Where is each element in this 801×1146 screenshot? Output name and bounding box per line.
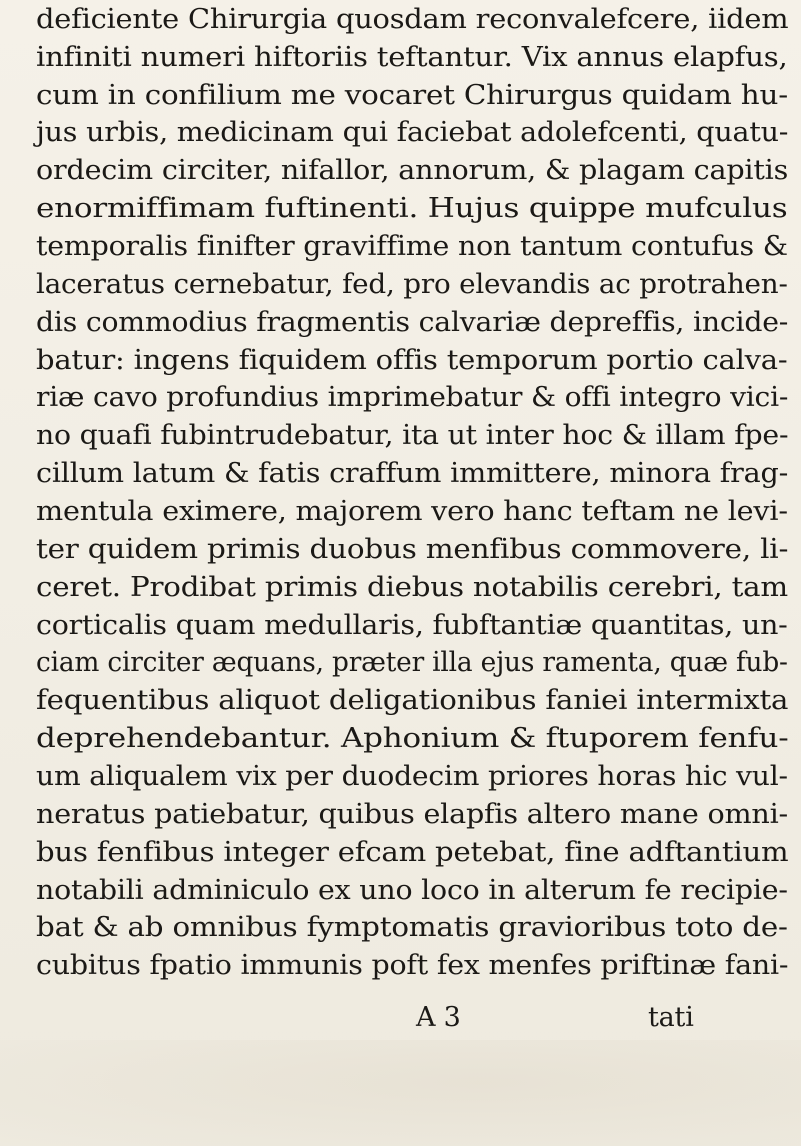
- text-line-18: ciam circiter æquans, præter illa ejus ramenta, quæ fub-: [36, 646, 788, 678]
- text-line-24: notabili adminiculo ex uno loco in alterum fe recipie-: [36, 874, 788, 906]
- text-line-17: corticalis quam medullaris, fubftantiæ quantitas, un-: [36, 609, 788, 641]
- text-line-26: cubitus fpatio immunis poft fex menfes priftinæ fani-: [36, 949, 789, 981]
- text-line-8: laceratus cernebatur, fed, pro elevandis ac protrahen-: [36, 268, 788, 300]
- text-line-2: infiniti numeri hiftoriis teftantur. Vix annus elapfus,: [36, 41, 788, 73]
- text-line-19: fequentibus aliquot deligationibus faniei intermixta: [36, 684, 789, 716]
- text-line-3: cum in confilium me vocaret Chirurgus quidam hu-: [36, 79, 788, 111]
- page-footer: [36, 1002, 796, 1038]
- text-line-4: jus urbis, medicinam qui faciebat adolefcenti, quatu-: [36, 116, 789, 148]
- text-line-11: riæ cavo profundius imprimebatur & offi integro vici-: [36, 381, 789, 413]
- text-line-25: bat & ab omnibus fymptomatis gravioribus toto de-: [36, 911, 788, 943]
- text-line-15: ter quidem primis duobus menfibus commovere, li-: [36, 533, 789, 565]
- text-line-16: ceret. Prodibat primis diebus notabilis cerebri, tam: [36, 571, 788, 603]
- text-line-10: batur: ingens fiquidem offis temporum portio calva-: [36, 344, 788, 376]
- text-line-13: cillum latum & fatis craffum immittere, minora frag-: [36, 457, 789, 489]
- paper-stain: [0, 1040, 801, 1146]
- catchword: tati: [648, 1002, 694, 1033]
- text-line-21: um aliqualem vix per duodecim priores horas hic vul-: [36, 760, 788, 792]
- signature-mark: A 3: [416, 1002, 461, 1033]
- text-line-1: deficiente Chirurgia quosdam reconvalefcere, iidem: [36, 3, 789, 35]
- text-line-12: no quafi fubintrudebatur, ita ut inter hoc & illam fpe-: [36, 419, 789, 451]
- text-line-14: mentula eximere, majorem vero hanc teftam ne levi-: [36, 495, 788, 527]
- text-line-7: temporalis finifter graviffime non tantum contufus &: [36, 230, 788, 262]
- text-line-20: deprehendebantur. Aphonium & ftuporem fenfu-: [36, 722, 789, 754]
- text-line-23: bus fenfibus integer efcam petebat, fine adftantium: [36, 836, 789, 868]
- text-line-6: enormiffimam fuftinenti. Hujus quippe mufculus: [36, 192, 788, 224]
- text-line-22: neratus patiebatur, quibus elapfis altero mane omni-: [36, 798, 788, 830]
- text-line-5: ordecim circiter, nifallor, annorum, & plagam capitis: [36, 154, 789, 186]
- text-line-9: dis commodius fragmentis calvariæ depreffis, incide-: [36, 306, 789, 338]
